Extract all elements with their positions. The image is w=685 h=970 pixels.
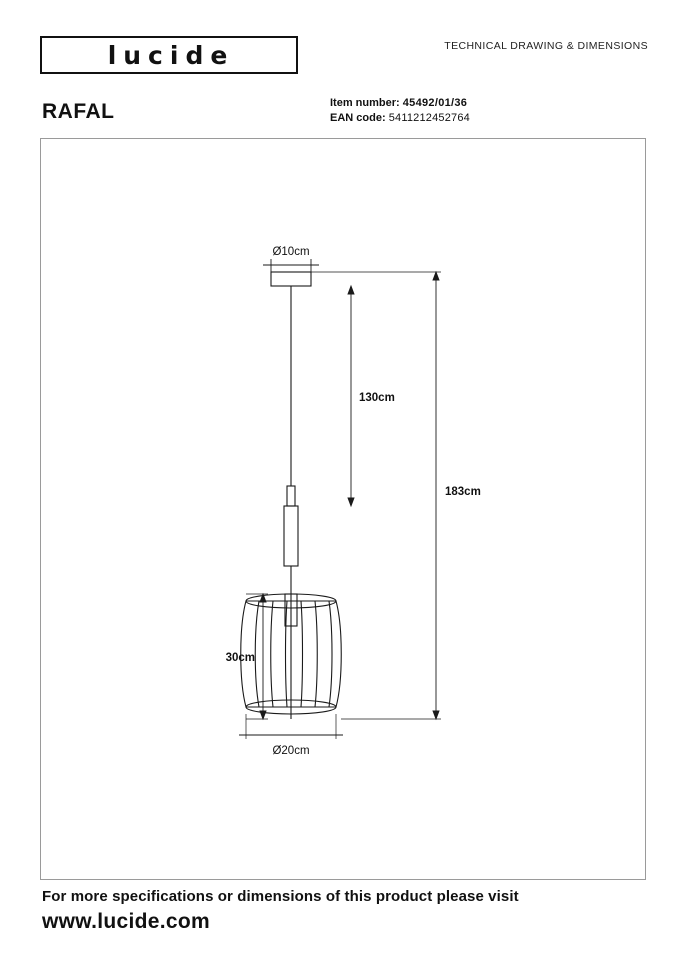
- document-header: [40, 28, 648, 80]
- technical-drawing-frame: [40, 138, 646, 880]
- dim-shade-height: 30cm: [225, 652, 255, 664]
- footer-website[interactable]: www.lucide.com: [42, 910, 210, 933]
- dim-shade-diameter: Ø20cm: [272, 745, 310, 757]
- item-number-row: [330, 96, 470, 111]
- header-title: TECHNICAL DRAWING & DIMENSIONS: [444, 40, 648, 52]
- footer-text: For more specifications or dimensions of this product please visit: [42, 888, 519, 905]
- lamp-stem: [287, 486, 295, 506]
- ean-code-value: 5411212452764: [388, 112, 471, 124]
- ean-code-row: [330, 111, 470, 126]
- item-number-label: Item number:: [330, 97, 400, 109]
- item-number-value: 45492/01/36: [402, 97, 468, 109]
- product-identifiers: [330, 96, 470, 126]
- brand-logo-text: lucide: [107, 41, 235, 70]
- dim-top-diameter: Ø10cm: [272, 246, 310, 258]
- lamp-holder: [284, 506, 298, 566]
- brand-logo: [40, 36, 298, 74]
- product-name: RAFAL: [42, 100, 115, 123]
- dim-total-height: 183cm: [445, 486, 481, 498]
- dim-cord-length: 130cm: [359, 392, 395, 404]
- ceiling-canopy: [271, 272, 311, 286]
- ean-code-label: EAN code:: [330, 112, 386, 124]
- technical-drawing: [41, 139, 647, 881]
- document-footer: [42, 888, 642, 934]
